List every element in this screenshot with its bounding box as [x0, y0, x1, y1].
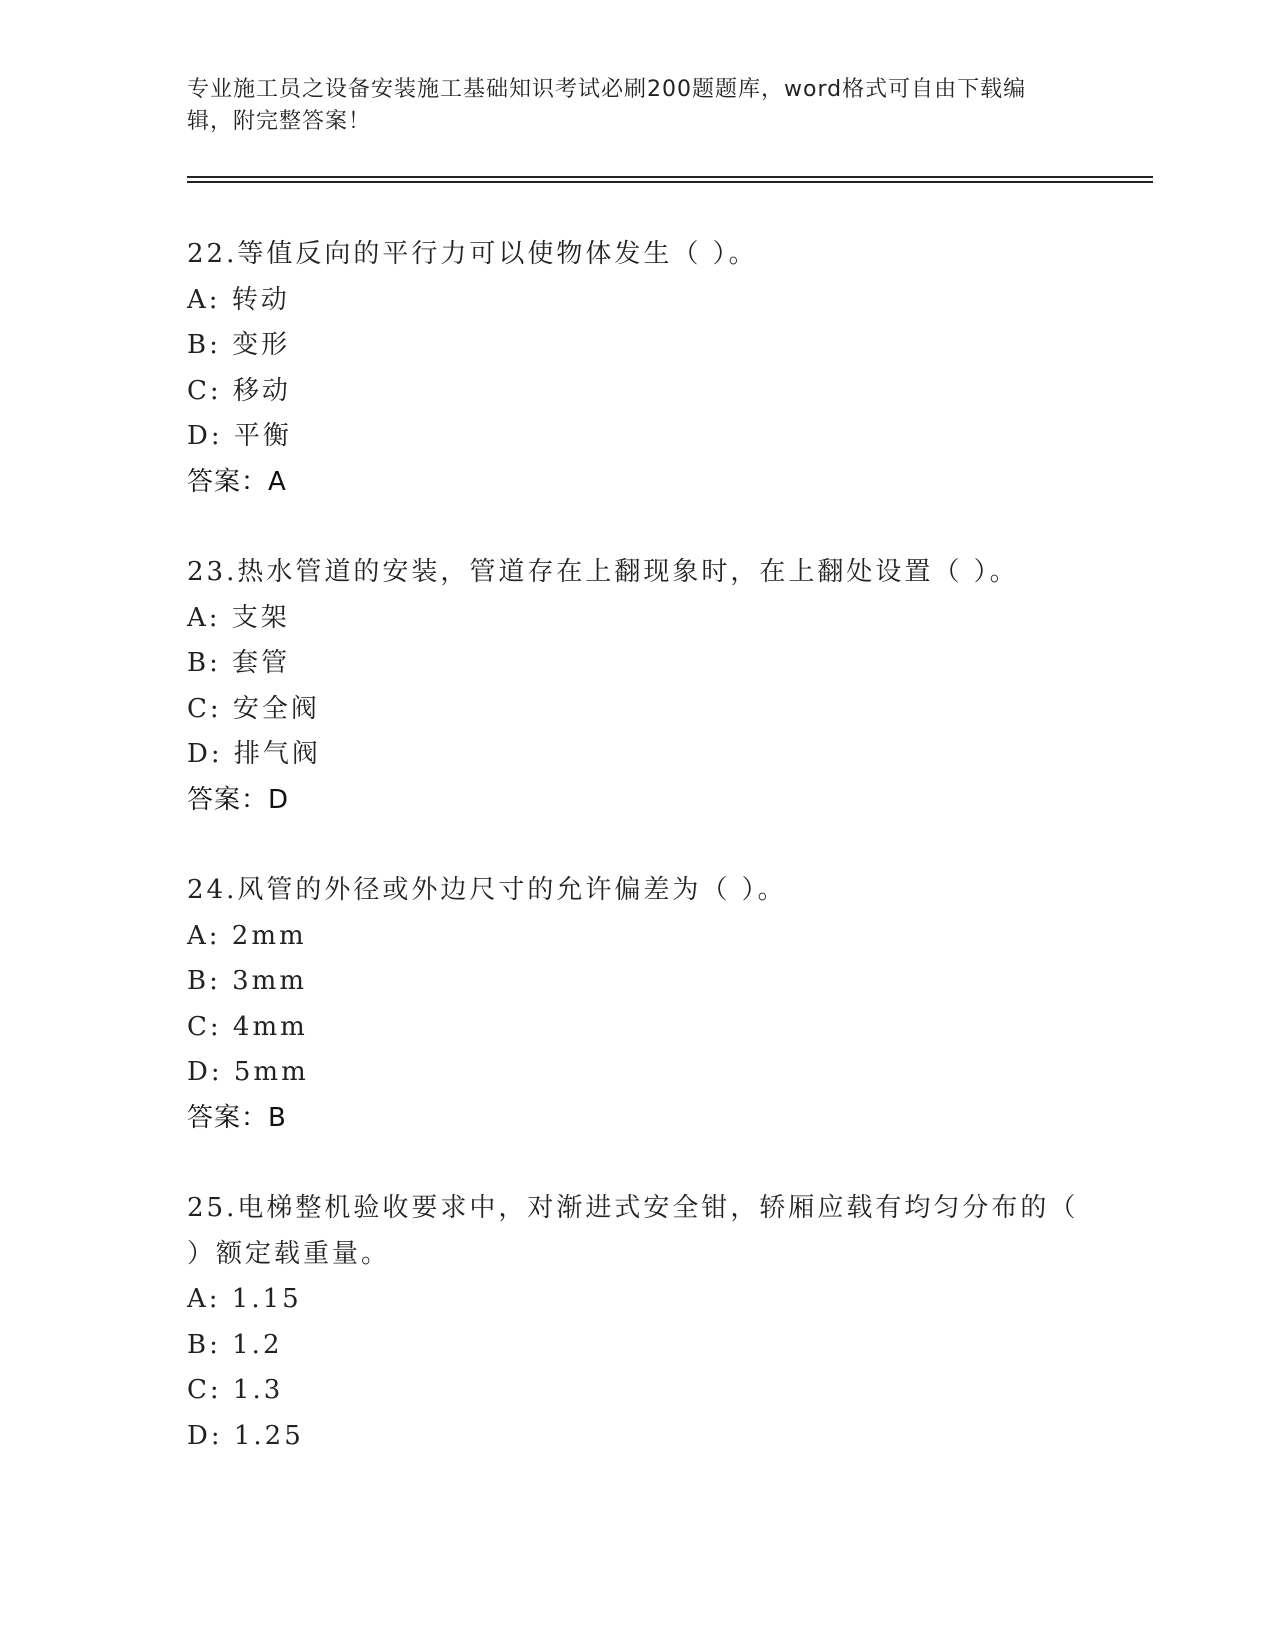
- option-b: B: 1.2: [187, 1329, 283, 1360]
- question-spacer: [187, 1141, 1087, 1186]
- option-a: A: 1.15: [187, 1284, 302, 1314]
- question-spacer: [187, 823, 1087, 868]
- header-divider-top: [187, 176, 1153, 178]
- option-d: D: 排气阀: [187, 739, 321, 769]
- option-d: D: 平衡: [187, 421, 292, 451]
- question-stem: 25.电梯整机验收要求中，对渐进式安全钳，轿厢应载有均匀分布的（ ）额定载重量。: [187, 1193, 1079, 1269]
- option-c: C: 移动: [187, 375, 291, 406]
- question-list: [187, 232, 1087, 1459]
- option-a: A: 转动: [187, 284, 290, 315]
- option-c: C: 1.3: [187, 1375, 284, 1405]
- question-stem: 23.热水管道的安装，管道存在上翻现象时，在上翻处设置（ ）。: [187, 557, 1019, 587]
- header-divider-bottom: [187, 181, 1153, 183]
- option-b: B: 套管: [187, 648, 291, 678]
- option-d: D: 5mm: [187, 1057, 309, 1087]
- question-spacer: [187, 505, 1087, 550]
- question-stem: 22.等值反向的平行力可以使物体发生（ ）。: [187, 239, 758, 269]
- document-header: 专业施工员之设备安装施工基础知识考试必刷200题题库，word格式可自由下载编辑，附完整答案！: [187, 77, 1027, 134]
- question-stem: 24.风管的外径或外边尺寸的允许偏差为（ ）。: [187, 875, 787, 905]
- question-22: [187, 232, 1087, 505]
- option-d: D: 1.25: [187, 1420, 304, 1451]
- option-a: A: 2mm: [187, 920, 307, 951]
- option-c: C: 安全阀: [187, 693, 320, 724]
- option-a: A: 支架: [187, 602, 290, 633]
- question-25: [187, 1186, 1087, 1459]
- answer-line: 答案：A: [187, 466, 287, 497]
- answer-line: 答案：D: [187, 784, 290, 815]
- answer-line: 答案：B: [187, 1102, 287, 1133]
- option-b: B: 变形: [187, 330, 291, 360]
- question-23: [187, 550, 1087, 823]
- option-c: C: 4mm: [187, 1011, 308, 1042]
- option-b: B: 3mm: [187, 966, 307, 996]
- question-24: [187, 868, 1087, 1141]
